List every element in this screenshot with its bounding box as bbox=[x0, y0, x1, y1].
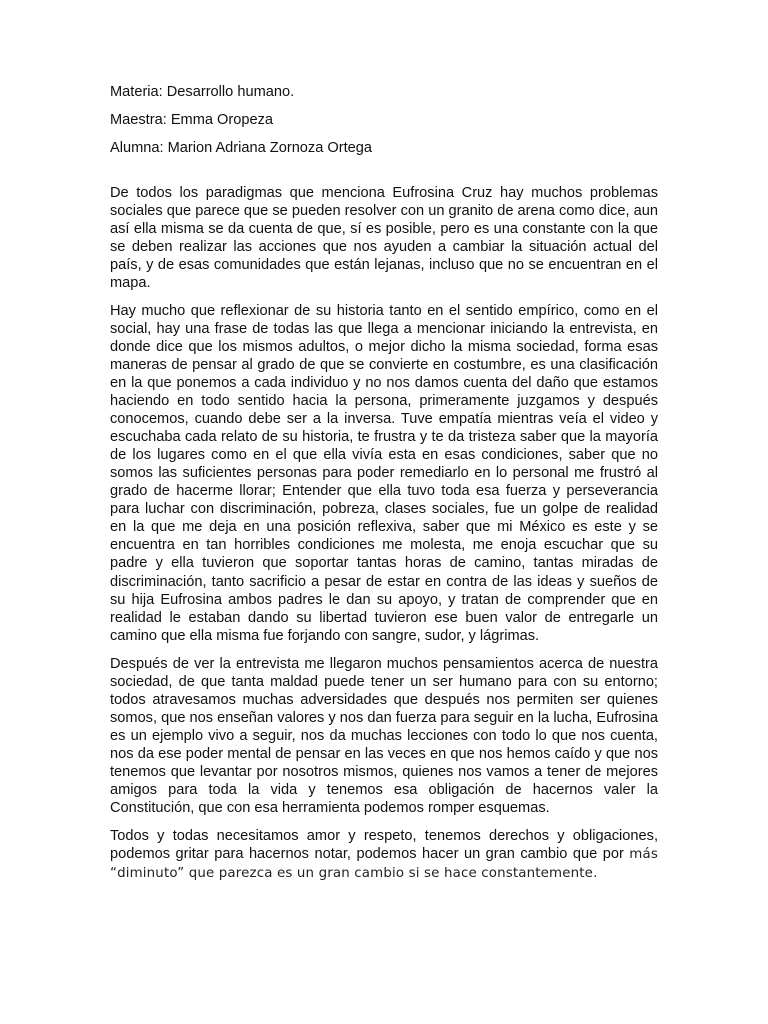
body-paragraph-4-tail: más “diminuto” que parezca es un gran cambio si se hace constantemente. bbox=[110, 847, 658, 882]
body-paragraph-3: Después de ver la entrevista me llegaron muchos pensamientos acerca de nuestra sociedad, de que tanta maldad puede tener un ser humano para con su entorno; todos atravesamos muchas adversidades que después nos permiten ser quienes somos, que nos enseñan valores y nos dan fuerza para seguir en la lucha, Eufrosina es un ejemplo vivo a seguir, nos da muchas lecciones con todo lo que nos cuenta, nos da ese poder mental de pensar en las veces en que nos hemos caído y que nos tenemos que levantar por nosotros mismos, quienes nos vamos a tener de mejores amigos para toda la vida y tenemos esa obligación de hacernos valer la Constitución, que con esa herramienta podemos romper esquemas. bbox=[110, 655, 658, 817]
teacher-line: Maestra: Emma Oropeza bbox=[110, 112, 274, 129]
student-line: Alumna: Marion Adriana Zornoza Ortega bbox=[110, 140, 373, 157]
body-paragraph-2: Hay mucho que reflexionar de su historia tanto en el sentido empírico, como en el social, hay una frase de todas las que llega a mencionar iniciando la entrevista, en donde dice que los mismos adultos, o mejor dicho la misma sociedad, forma esas maneras de pensar al grado de que se convierte en costumbre, es una clasificación en la que ponemos a cada individuo y no nos damos cuenta del daño que estamos haciendo en todo sentido hacia la persona, primeramente juzgamos y después conocemos, cuando debe ser a la inversa. Tuve empatía mientras veía el video y escuchaba cada relato de su historia, te frustra y te da tristeza saber que la mayoría de los lugares como en el que ella vivía esta en esas condiciones, saber que no somos las suficientes personas para poder remediarlo en lo personal me frustró al grado de hacerme llorar; Entender que ella tuvo toda esa fuerza y perseverancia para luchar con discriminación, pobreza, clases sociales, fue un golpe de realidad en la que me deja en una posición reflexiva, saber que mi México es este y se encuentra en tan horribles condiciones me molesta, me enoja escuchar que su padre y ella tuvieron que soportar tantas horas de camino, tantas miradas de discriminación, tanto sacrificio a pesar de estar en contra de las ideas y sueños de su hija Eufrosina ambos padres le dan su apoyo, y tratan de comprender que en realidad le estaban dando su libertad tuvieron ese buen valor de entregarle un camino que ella misma fue forjando con sangre, sudor, y lágrimas. bbox=[110, 302, 658, 644]
document-content bbox=[110, 83, 658, 883]
body-paragraph-1: De todos los paradigmas que menciona Eufrosina Cruz hay muchos problemas sociales que parece que se pueden resolver con un granito de arena como dice, aun así ella misma se da cuenta de que, sí es posible, pero es una constante con la que se deben realizar las acciones que nos ayuden a cambiar la situación actual del país, y de esas comunidades que están lejanas, incluso que no se encuentran en el mapa. bbox=[110, 184, 658, 291]
body-paragraph-4-text: Todos y todas necesitamos amor y respeto, tenemos derechos y obligaciones, podemos gritar para hacernos notar, podemos hacer un gran cambio que por bbox=[110, 828, 658, 863]
body-paragraph-4 bbox=[110, 827, 658, 883]
subject-line: Materia: Desarrollo humano. bbox=[110, 84, 295, 100]
document-header bbox=[110, 83, 658, 158]
